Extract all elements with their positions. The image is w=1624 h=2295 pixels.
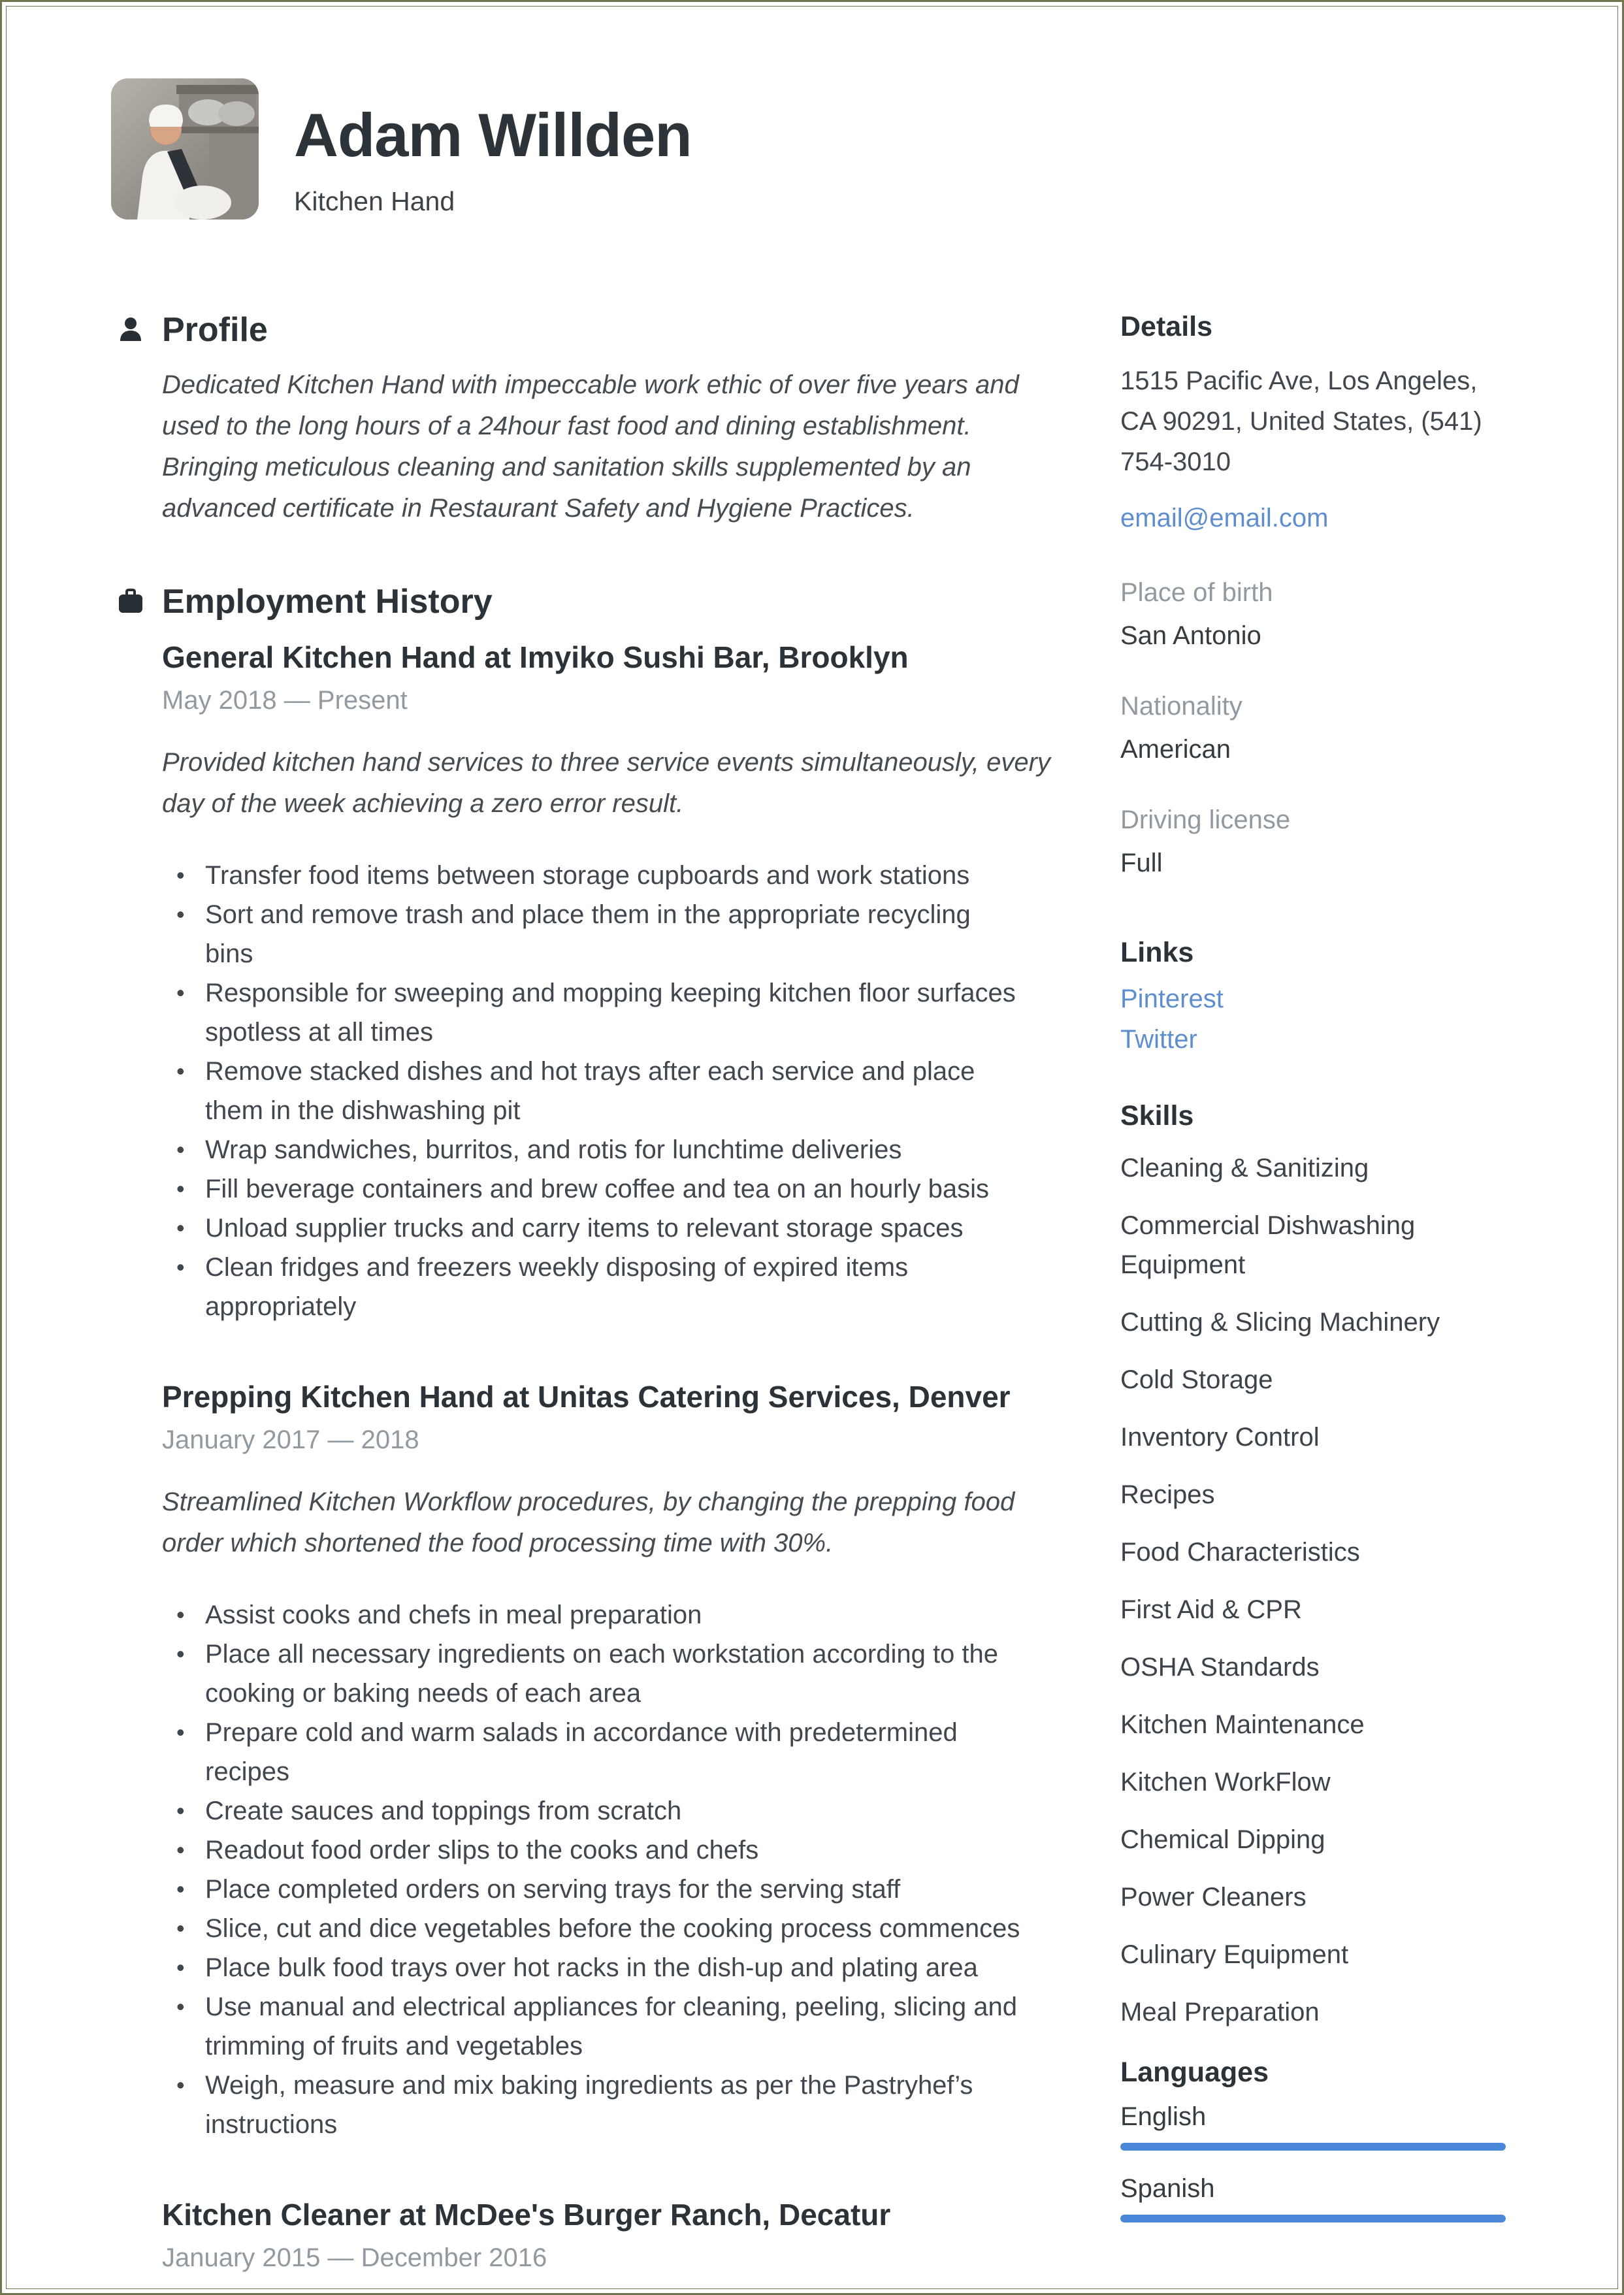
skill-item: Culinary Equipment [1120, 1940, 1349, 1969]
skill-item: OSHA Standards [1120, 1653, 1320, 1682]
job-bullet: • Place completed orders on serving trays for the serving staff [162, 1870, 1024, 1909]
detail-value: San Antonio [1120, 621, 1261, 650]
job-bullet: • Readout food order slips to the cooks and chefs [162, 1831, 1024, 1870]
employment-heading: Employment History [162, 583, 493, 621]
header [111, 78, 1513, 220]
link-twitter[interactable]: Twitter [1120, 1025, 1197, 1054]
person-icon [118, 316, 144, 342]
job-bullet: • Create sauces and toppings from scratch [162, 1791, 1024, 1831]
skill-list [1120, 1148, 1512, 2032]
sidebar-column [1120, 310, 1512, 2295]
details-section [1120, 310, 1512, 879]
language-bar [1120, 2143, 1506, 2151]
job-bullet: • Place all necessary ingredients on each workstation according to the cooking or baking needs of each area [162, 1635, 1024, 1713]
languages-section [1120, 2055, 1512, 2222]
detail-label: Place of birth [1120, 578, 1273, 607]
skills-section [1120, 1099, 1512, 2032]
job-bullet: • Prepare cold and warm salads in accordance with predetermined recipes [162, 1713, 1024, 1791]
profile-summary: Dedicated Kitchen Hand with impeccable work ethic of over five years and used to the long hours of a 24hour fast food and dining establishment. Bringing meticulous cleaning and sanitation skills supplemented by an advanced certificate in Restaurant Safety and Hygiene Practices. [162, 370, 1019, 523]
job-summary: Provided kitchen hand services to three service events simultaneously, every day of the week achieving a zero error result. [162, 748, 1050, 818]
job-period: January 2015 — December 2016 [162, 2243, 547, 2272]
job-title: Prepping Kitchen Hand at Unitas Catering Services, Denver [162, 1380, 1011, 1414]
language-name: English [1120, 2102, 1207, 2131]
skill-item: Commercial Dishwashing Equipment [1120, 1211, 1416, 1279]
job-bullet: • Assist cooks and chefs in meal preparation [162, 1595, 1024, 1635]
address-text: 1515 Pacific Ave, Los Angeles, CA 90291, United States, (541) 754-3010 [1120, 366, 1482, 476]
language-bar [1120, 2215, 1506, 2222]
skill-item: Cold Storage [1120, 1365, 1273, 1394]
chef-photo-illustration [111, 78, 259, 220]
job-bullet: • Responsible for sweeping and mopping keeping kitchen floor surfaces spotless at all times [162, 973, 1024, 1052]
job-entry [162, 639, 1078, 1326]
briefcase-icon [118, 588, 144, 614]
language-bar-fill [1120, 2215, 1506, 2222]
main-column [111, 310, 1078, 2295]
job-bullet: • Clean fridges and freezers weekly disposing of expired items appropriately [162, 1248, 1024, 1326]
skill-item: First Aid & CPR [1120, 1595, 1302, 1624]
job-bullet: • Remove stacked dishes and hot trays after each service and place them in the dishwashing pit [162, 1052, 1024, 1130]
resume-content [111, 78, 1513, 2295]
skill-item: Cleaning & Sanitizing [1120, 1154, 1369, 1182]
language-bar-fill [1120, 2143, 1506, 2151]
job-bullet-list [162, 856, 1078, 1326]
link-list [1120, 979, 1512, 1060]
job-bullet: • Slice, cut and dice vegetables before the cooking process commences [162, 1909, 1024, 1948]
detail-groups [1120, 576, 1512, 879]
job-period: May 2018 — Present [162, 686, 408, 715]
page-title: Adam Willden [294, 101, 692, 169]
header-text [294, 78, 692, 217]
job-bullet: • Use manual and electrical appliances for cleaning, peeling, slicing and trimming of fruits and vegetables [162, 1987, 1024, 2066]
skill-item: Power Cleaners [1120, 1883, 1307, 1912]
columns [111, 310, 1513, 2295]
detail-label: Nationality [1120, 692, 1242, 721]
links-section [1120, 936, 1512, 1060]
job-entry [162, 1378, 1078, 2144]
job-bullet: • Unload supplier trucks and carry items to relevant storage spaces [162, 1209, 1024, 1248]
job-headline: Kitchen Hand [294, 186, 455, 216]
job-title: General Kitchen Hand at Imyiko Sushi Bar, Brooklyn [162, 640, 909, 674]
job-bullet: • Fill beverage containers and brew coffee and tea on an hourly basis [162, 1169, 1024, 1209]
language-list [1120, 2101, 1512, 2222]
job-bullet: • Wrap sandwiches, burritos, and rotis for lunchtime deliveries [162, 1130, 1024, 1169]
job-bullet: • Transfer food items between storage cupboards and work stations [162, 856, 1024, 895]
links-heading: Links [1120, 937, 1194, 968]
language-item [1120, 2101, 1512, 2151]
profile-section-head [162, 310, 1078, 350]
skill-item: Kitchen WorkFlow [1120, 1768, 1331, 1797]
link-pinterest[interactable]: Pinterest [1120, 985, 1224, 1013]
chef-photo [111, 78, 259, 220]
languages-heading: Languages [1120, 2057, 1269, 2088]
job-bullet: • Place bulk food trays over hot racks in the dish-up and plating area [162, 1948, 1024, 1987]
job-summary: Streamlined Kitchen Workflow procedures, by changing the prepping food order which shortened the food processing time with 30%. [162, 1488, 1015, 1557]
jobs [162, 639, 1078, 2273]
job-period: January 2017 — 2018 [162, 1425, 419, 1454]
job-entry [162, 2196, 1078, 2273]
detail-label: Driving license [1120, 806, 1291, 834]
language-name: Spanish [1120, 2174, 1215, 2203]
email-link[interactable]: email@email.com [1120, 504, 1329, 532]
language-item [1120, 2173, 1512, 2222]
skill-item: Inventory Control [1120, 1423, 1320, 1452]
skill-item: Chemical Dipping [1120, 1825, 1325, 1854]
details-heading: Details [1120, 311, 1213, 342]
profile-section [162, 310, 1078, 529]
profile-heading: Profile [162, 311, 268, 349]
detail-group [1120, 804, 1512, 879]
job-title: Kitchen Cleaner at McDee's Burger Ranch, Decatur [162, 2198, 891, 2232]
skill-item: Food Characteristics [1120, 1538, 1360, 1567]
skills-heading: Skills [1120, 1100, 1194, 1131]
employment-section-head [162, 581, 1078, 622]
job-bullet: • Sort and remove trash and place them in the appropriate recycling bins [162, 895, 1024, 973]
skill-item: Kitchen Maintenance [1120, 1710, 1365, 1739]
employment-section [162, 581, 1078, 2273]
job-bullet: • Weigh, measure and mix baking ingredients as per the Pastryhef’s instructions [162, 2066, 1024, 2144]
detail-value: American [1120, 735, 1231, 764]
skill-item: Cutting & Slicing Machinery [1120, 1308, 1440, 1337]
detail-value: Full [1120, 849, 1163, 877]
job-bullet-list [162, 1595, 1078, 2144]
detail-group [1120, 690, 1512, 766]
skill-item: Recipes [1120, 1480, 1215, 1509]
skill-item: Meal Preparation [1120, 1998, 1320, 2026]
detail-group [1120, 576, 1512, 652]
